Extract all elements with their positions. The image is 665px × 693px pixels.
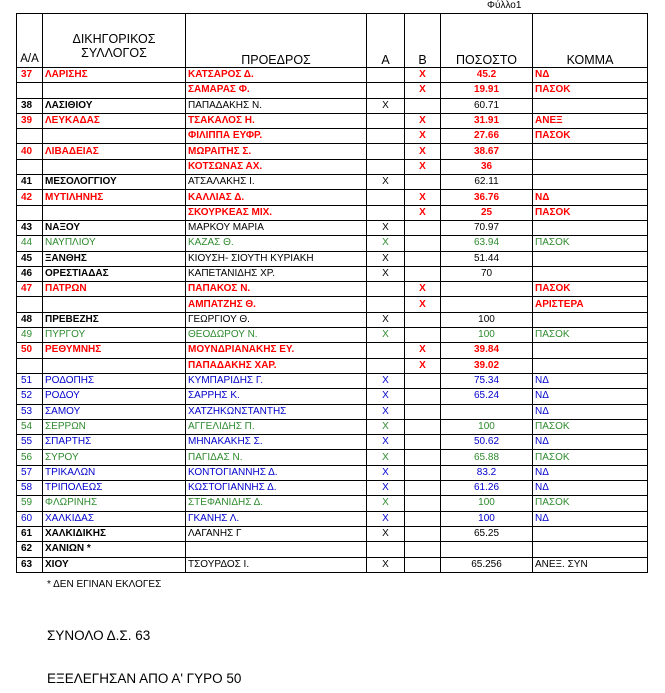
cell-a: Χ [367, 435, 405, 450]
cell-a: Χ [367, 481, 405, 496]
cell-syllogos: ΡΕΘΥΜΝΗΣ [43, 343, 186, 358]
cell-syllogos [43, 297, 186, 312]
cell-aa [17, 159, 43, 174]
cell-b: Χ [405, 297, 441, 312]
cell-komma: ΝΔ [533, 389, 648, 404]
cell-komma: ΠΑΣΟΚ [533, 328, 648, 343]
cell-pososto: 60.71 [441, 98, 533, 113]
cell-aa: 56 [17, 450, 43, 465]
cell-proedros: ΚΥΜΠΑΡΙΔΗΣ Γ. [186, 373, 367, 388]
footnote: * ΔΕΝ ΕΓΙΝΑΝ ΕΚΛΟΓΕΣ [47, 579, 162, 590]
cell-a [367, 129, 405, 144]
cell-pososto: 70.97 [441, 220, 533, 235]
table-header-row [17, 14, 648, 68]
cell-b [405, 328, 441, 343]
cell-proedros: ΑΓΓΕΛΙΔΗΣ Π. [186, 419, 367, 434]
cell-syllogos [43, 205, 186, 220]
cell-komma: ΠΑΣΟΚ [533, 129, 648, 144]
cell-b [405, 435, 441, 450]
cell-komma [533, 220, 648, 235]
cell-a: Χ [367, 526, 405, 541]
cell-proedros: ΣΑΡΡΗΣ Κ. [186, 389, 367, 404]
cell-syllogos: ΛΑΣΙΘΙΟΥ [43, 98, 186, 113]
cell-syllogos: ΝΑΞΟΥ [43, 220, 186, 235]
cell-aa: 43 [17, 220, 43, 235]
table-row [17, 236, 648, 251]
cell-b: Χ [405, 282, 441, 297]
cell-a [367, 343, 405, 358]
cell-a [367, 282, 405, 297]
header-syllogos: ΔΙΚΗΓΟΡΙΚΟΣ ΣΥΛΛΟΓΟΣ [43, 14, 186, 68]
cell-pososto: 51.44 [441, 251, 533, 266]
cell-aa [17, 358, 43, 373]
cell-b [405, 312, 441, 327]
cell-komma [533, 312, 648, 327]
cell-a [367, 205, 405, 220]
cell-b: Χ [405, 343, 441, 358]
cell-b [405, 98, 441, 113]
cell-a [367, 297, 405, 312]
cell-pososto: 61.26 [441, 481, 533, 496]
cell-komma [533, 98, 648, 113]
cell-pososto: 19.91 [441, 83, 533, 98]
cell-a [367, 83, 405, 98]
cell-b [405, 496, 441, 511]
cell-pososto: 100 [441, 511, 533, 526]
cell-proedros: ΜΩΡΑΙΤΗΣ Σ. [186, 144, 367, 159]
cell-pososto [441, 297, 533, 312]
cell-pososto [441, 542, 533, 557]
cell-a: Χ [367, 450, 405, 465]
header-aa: Α/Α [17, 14, 43, 68]
cell-aa [17, 205, 43, 220]
cell-proedros: ΓΚΑΝΗΣ Λ. [186, 511, 367, 526]
cell-a [367, 358, 405, 373]
table-row [17, 266, 648, 281]
cell-a: Χ [367, 236, 405, 251]
cell-proedros [186, 542, 367, 557]
cell-a: Χ [367, 511, 405, 526]
cell-a: Χ [367, 557, 405, 572]
cell-aa: 48 [17, 312, 43, 327]
cell-komma [533, 343, 648, 358]
cell-a: Χ [367, 266, 405, 281]
cell-pososto: 70 [441, 266, 533, 281]
cell-komma: ΝΔ [533, 465, 648, 480]
cell-komma: ΝΔ [533, 373, 648, 388]
table-body [17, 68, 648, 573]
cell-a: Χ [367, 98, 405, 113]
cell-syllogos: ΣΥΡΟΥ [43, 450, 186, 465]
cell-b: Χ [405, 113, 441, 128]
cell-komma: ΠΑΣΟΚ [533, 450, 648, 465]
cell-pososto: 45.2 [441, 68, 533, 83]
cell-a [367, 68, 405, 83]
table-row [17, 98, 648, 113]
cell-a: Χ [367, 175, 405, 190]
cell-komma [533, 266, 648, 281]
cell-a: Χ [367, 465, 405, 480]
cell-aa: 51 [17, 373, 43, 388]
cell-proedros: ΣΑΜΑΡΑΣ Φ. [186, 83, 367, 98]
table-row [17, 373, 648, 388]
cell-proedros: ΦΙΛΙΠΠΑ ΕΥΦΡ. [186, 129, 367, 144]
cell-a [367, 542, 405, 557]
cell-proedros: ΚΑΠΕΤΑΝΙΔΗΣ ΧΡ. [186, 266, 367, 281]
cell-syllogos [43, 129, 186, 144]
cell-aa [17, 297, 43, 312]
cell-aa [17, 129, 43, 144]
cell-proedros: ΠΑΠΑΔΑΚΗΣ ΧΑΡ. [186, 358, 367, 373]
table-row [17, 343, 648, 358]
cell-komma [533, 251, 648, 266]
cell-proedros: ΚΑΛΛΙΑΣ Δ. [186, 190, 367, 205]
table-row [17, 144, 648, 159]
table-row [17, 312, 648, 327]
cell-komma: ΠΑΣΟΚ [533, 236, 648, 251]
cell-aa: 62 [17, 542, 43, 557]
cell-komma [533, 175, 648, 190]
cell-syllogos [43, 358, 186, 373]
cell-a: Χ [367, 389, 405, 404]
cell-aa: 52 [17, 389, 43, 404]
cell-proedros: ΚΑΖΑΣ Θ. [186, 236, 367, 251]
cell-b [405, 511, 441, 526]
cell-a: Χ [367, 404, 405, 419]
cell-b [405, 526, 441, 541]
table-row [17, 68, 648, 83]
cell-pososto: 65.88 [441, 450, 533, 465]
cell-syllogos: ΜΕΣΟΛΟΓΓΙΟΥ [43, 175, 186, 190]
cell-b [405, 465, 441, 480]
cell-komma: ΠΑΣΟΚ [533, 282, 648, 297]
cell-proedros: ΧΑΤΖΗΚΩΝΣΤΑΝΤΗΣ [186, 404, 367, 419]
cell-proedros: ΑΜΠΑΤΖΗΣ Θ. [186, 297, 367, 312]
table-row [17, 190, 648, 205]
cell-pososto: 65.25 [441, 526, 533, 541]
cell-aa: 59 [17, 496, 43, 511]
cell-proedros: ΛΑΓΑΝΗΣ Γ [186, 526, 367, 541]
cell-b: Χ [405, 190, 441, 205]
cell-aa: 39 [17, 113, 43, 128]
cell-komma: ΠΑΣΟΚ [533, 205, 648, 220]
cell-proedros: ΣΚΟΥΡΚΕΑΣ ΜΙΧ. [186, 205, 367, 220]
cell-pososto: 27.66 [441, 129, 533, 144]
cell-a [367, 144, 405, 159]
cell-syllogos: ΧΑΛΚΙΔΑΣ [43, 511, 186, 526]
cell-b [405, 481, 441, 496]
cell-aa: 53 [17, 404, 43, 419]
cell-proedros: ΜΟΥΝΔΡΙΑΝΑΚΗΣ ΕΥ. [186, 343, 367, 358]
cell-pososto: 39.02 [441, 358, 533, 373]
header-a: Α [367, 14, 405, 68]
cell-pososto: 100 [441, 496, 533, 511]
header-komma: ΚΟΜΜΑ [533, 14, 648, 68]
cell-a: Χ [367, 328, 405, 343]
cell-aa: 41 [17, 175, 43, 190]
cell-pososto: 25 [441, 205, 533, 220]
cell-syllogos: ΜΥΤΙΛΗΝΗΣ [43, 190, 186, 205]
cell-b [405, 373, 441, 388]
election-results-table [16, 13, 648, 573]
cell-aa: 40 [17, 144, 43, 159]
cell-aa: 45 [17, 251, 43, 266]
cell-komma [533, 358, 648, 373]
table-row [17, 328, 648, 343]
cell-b [405, 236, 441, 251]
cell-proedros: ΜΑΡΚΟΥ ΜΑΡΙΑ [186, 220, 367, 235]
cell-a: Χ [367, 251, 405, 266]
cell-komma: ΝΔ [533, 68, 648, 83]
cell-komma: ΑΝΕΞ. ΣΥΝ [533, 557, 648, 572]
cell-proedros: ΚΑΤΣΑΡΟΣ Δ. [186, 68, 367, 83]
cell-aa: 55 [17, 435, 43, 450]
cell-b [405, 419, 441, 434]
cell-pososto [441, 404, 533, 419]
cell-syllogos: ΛΙΒΑΔΕΙΑΣ [43, 144, 186, 159]
cell-komma [533, 159, 648, 174]
table-row [17, 481, 648, 496]
cell-syllogos: ΠΡΕΒΕΖΗΣ [43, 312, 186, 327]
cell-aa: 44 [17, 236, 43, 251]
cell-proedros: ΚΩΣΤΟΓΙΑΝΝΗΣ Δ. [186, 481, 367, 496]
table-row [17, 297, 648, 312]
total-count: ΣΥΝΟΛΟ Δ.Σ. 63 [47, 628, 151, 643]
cell-pososto: 63.94 [441, 236, 533, 251]
cell-syllogos: ΝΑΥΠΛΙΟΥ [43, 236, 186, 251]
table-row [17, 557, 648, 572]
cell-komma: ΝΔ [533, 435, 648, 450]
table-row [17, 83, 648, 98]
cell-syllogos [43, 83, 186, 98]
table-row [17, 220, 648, 235]
cell-komma: ΝΔ [533, 190, 648, 205]
cell-a [367, 159, 405, 174]
cell-aa [17, 83, 43, 98]
cell-proedros: ΣΤΕΦΑΝΙΔΗΣ Δ. [186, 496, 367, 511]
cell-pososto: 62.11 [441, 175, 533, 190]
cell-syllogos: ΣΠΑΡΤΗΣ [43, 435, 186, 450]
cell-aa: 58 [17, 481, 43, 496]
cell-pososto: 65.24 [441, 389, 533, 404]
table-row [17, 542, 648, 557]
table-row [17, 511, 648, 526]
cell-b: Χ [405, 159, 441, 174]
table-row [17, 419, 648, 434]
cell-b: Χ [405, 129, 441, 144]
cell-proedros: ΘΕΟΔΩΡΟΥ Ν. [186, 328, 367, 343]
cell-pososto: 39.84 [441, 343, 533, 358]
table-row [17, 404, 648, 419]
cell-komma: ΑΡΙΣΤΕΡΑ [533, 297, 648, 312]
cell-pososto: 36.76 [441, 190, 533, 205]
cell-b [405, 389, 441, 404]
cell-syllogos: ΧΑΛΚΙΔΙΚΗΣ [43, 526, 186, 541]
cell-pososto: 50.62 [441, 435, 533, 450]
cell-syllogos: ΛΑΡΙΣΗΣ [43, 68, 186, 83]
cell-pososto: 100 [441, 312, 533, 327]
cell-aa: 47 [17, 282, 43, 297]
cell-b [405, 266, 441, 281]
cell-proedros: ΚΙΟΥΣΗ- ΣΙΟΥΤΗ ΚΥΡΙΑΚΗ [186, 251, 367, 266]
cell-proedros: ΤΣΑΚΑΛΟΣ Η. [186, 113, 367, 128]
cell-aa: 42 [17, 190, 43, 205]
cell-pososto: 38.67 [441, 144, 533, 159]
cell-syllogos: ΦΛΩΡΙΝΗΣ [43, 496, 186, 511]
cell-syllogos: ΡΟΔΟΥ [43, 389, 186, 404]
table-row [17, 526, 648, 541]
cell-komma: ΝΔ [533, 404, 648, 419]
table-row [17, 113, 648, 128]
cell-a: Χ [367, 496, 405, 511]
cell-proedros: ΑΤΣΑΛΑΚΗΣ Ι. [186, 175, 367, 190]
cell-syllogos: ΣΑΜΟΥ [43, 404, 186, 419]
table-row [17, 251, 648, 266]
cell-syllogos: ΞΑΝΘΗΣ [43, 251, 186, 266]
cell-b: Χ [405, 358, 441, 373]
cell-b [405, 542, 441, 557]
cell-komma [533, 542, 648, 557]
cell-syllogos: ΛΕΥΚΑΔΑΣ [43, 113, 186, 128]
cell-aa: 61 [17, 526, 43, 541]
cell-proedros: ΠΑΓΙΔΑΣ Ν. [186, 450, 367, 465]
cell-proedros: ΤΣΟΥΡΔΟΣ Ι. [186, 557, 367, 572]
header-proedros: ΠΡΟΕΔΡΟΣ [186, 14, 367, 68]
cell-pososto: 65.256 [441, 557, 533, 572]
cell-a: Χ [367, 312, 405, 327]
table-row [17, 465, 648, 480]
cell-b: Χ [405, 68, 441, 83]
cell-aa: 50 [17, 343, 43, 358]
cell-komma: ΠΑΣΟΚ [533, 496, 648, 511]
cell-syllogos: ΤΡΙΚΑΛΩΝ [43, 465, 186, 480]
table-row [17, 282, 648, 297]
cell-a: Χ [367, 419, 405, 434]
cell-syllogos: ΠΑΤΡΩΝ [43, 282, 186, 297]
cell-b [405, 404, 441, 419]
cell-komma: ΝΔ [533, 511, 648, 526]
header-pososto: ΠΟΣΟΣΤΟ [441, 14, 533, 68]
cell-proedros: ΜΗΝΑΚΑΚΗΣ Σ. [186, 435, 367, 450]
cell-pososto: 36 [441, 159, 533, 174]
cell-syllogos: ΡΟΔΟΠΗΣ [43, 373, 186, 388]
table-row [17, 129, 648, 144]
header-b: Β [405, 14, 441, 68]
table-row [17, 389, 648, 404]
cell-komma: ΠΑΣΟΚ [533, 83, 648, 98]
cell-syllogos [43, 159, 186, 174]
cell-b: Χ [405, 144, 441, 159]
table-row [17, 159, 648, 174]
cell-b [405, 175, 441, 190]
cell-aa: 49 [17, 328, 43, 343]
cell-aa: 38 [17, 98, 43, 113]
cell-syllogos: ΣΕΡΡΩΝ [43, 419, 186, 434]
cell-b [405, 220, 441, 235]
table-row [17, 358, 648, 373]
cell-aa: 57 [17, 465, 43, 480]
cell-a [367, 113, 405, 128]
cell-proedros: ΠΑΠΑΚΟΣ Ν. [186, 282, 367, 297]
cell-b [405, 557, 441, 572]
cell-proedros: ΚΟΤΣΩΝΑΣ ΑΧ. [186, 159, 367, 174]
cell-pososto: 75.34 [441, 373, 533, 388]
cell-komma [533, 526, 648, 541]
table-row [17, 205, 648, 220]
cell-proedros: ΠΑΠΑΔΑΚΗΣ Ν. [186, 98, 367, 113]
cell-syllogos: ΧΑΝΙΩΝ * [43, 542, 186, 557]
cell-aa: 60 [17, 511, 43, 526]
cell-syllogos: ΤΡΙΠΟΛΕΩΣ [43, 481, 186, 496]
cell-komma: ΑΝΕΞ [533, 113, 648, 128]
cell-aa: 54 [17, 419, 43, 434]
table-row [17, 175, 648, 190]
cell-pososto: 83.2 [441, 465, 533, 480]
cell-proedros: ΚΟΝΤΟΓΙΑΝΝΗΣ Δ. [186, 465, 367, 480]
cell-a: Χ [367, 373, 405, 388]
cell-pososto: 100 [441, 328, 533, 343]
cell-komma: ΝΔ [533, 481, 648, 496]
cell-a [367, 190, 405, 205]
table-row [17, 450, 648, 465]
cell-komma: ΠΑΣΟΚ [533, 419, 648, 434]
cell-proedros: ΓΕΩΡΓΙΟΥ Θ. [186, 312, 367, 327]
cell-aa: 46 [17, 266, 43, 281]
cell-pososto: 100 [441, 419, 533, 434]
elected-first-round: ΕΞΕΛΕΓΗΣΑΝ ΑΠΟ Α' ΓΥΡΟ 50 [47, 671, 242, 686]
cell-b: Χ [405, 83, 441, 98]
cell-a: Χ [367, 220, 405, 235]
cell-aa: 37 [17, 68, 43, 83]
table-row [17, 435, 648, 450]
cell-syllogos: ΧΙΟΥ [43, 557, 186, 572]
cell-pososto [441, 282, 533, 297]
cell-syllogos: ΟΡΕΣΤΙΑΔΑΣ [43, 266, 186, 281]
cell-b: Χ [405, 205, 441, 220]
cell-b [405, 450, 441, 465]
cell-syllogos: ΠΥΡΓΟΥ [43, 328, 186, 343]
sheet-name: Φύλλο1 [487, 0, 522, 11]
cell-b [405, 251, 441, 266]
cell-komma [533, 144, 648, 159]
table-row [17, 496, 648, 511]
cell-pososto: 31.91 [441, 113, 533, 128]
cell-aa: 63 [17, 557, 43, 572]
